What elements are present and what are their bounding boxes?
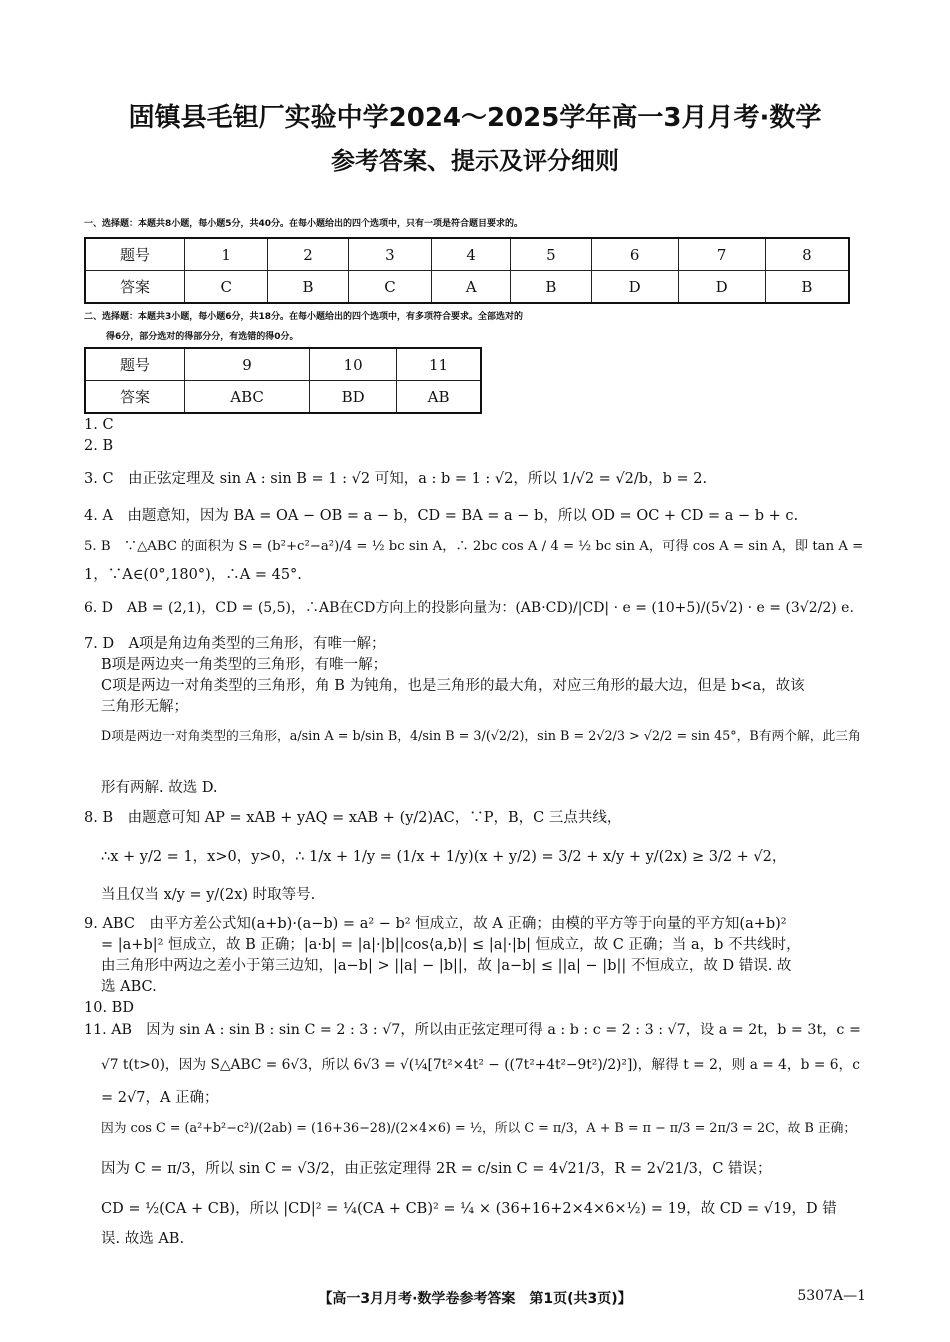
page-footer: 【高一3月月考·数学卷参考答案 第1页(共3页)】 bbox=[318, 1291, 632, 1307]
solution-q11-line2: √7 t(t>0)，因为 S△ABC = 6√3，所以 6√3 = √(¼[7t²×4t² − ((7t²+4t²−9t²)/2)²])，解得 t = 2，则 a = 4，b = 6，c bbox=[101, 1057, 860, 1073]
solution-q7-line3: C项是两边一对角类型的三角形，角 B 为钝角，也是三角形的最大角，对应三角形的最大边，但是 b<a，故该 bbox=[101, 678, 805, 694]
answer-cell: B bbox=[765, 271, 849, 304]
solution-q5-line2: 1，∵A∈(0°,180°)，∴A = 45°. bbox=[84, 567, 302, 583]
answer-cell: ABC bbox=[185, 381, 310, 414]
solution-q7-line1: 7. D A项是角边角类型的三角形，有唯一解； bbox=[84, 636, 386, 652]
answer-cell: A bbox=[432, 271, 511, 304]
section2-heading-line2: 得6分，部分选对的得部分分，有选错的得0分。 bbox=[106, 332, 299, 342]
answer-cell: C bbox=[348, 271, 431, 304]
answer-cell: AB bbox=[397, 381, 481, 414]
table-row bbox=[85, 238, 849, 271]
question-number: 6 bbox=[591, 238, 678, 271]
question-number: 3 bbox=[348, 238, 431, 271]
solution-q4: 4. A 由题意知，因为 BA = OA − OB = a − b，CD = BA = a − b，所以 OD = OC + CD = a − b + c. bbox=[84, 508, 799, 524]
document-title: 固镇县毛钽厂实验中学2024～2025学年高一3月月考·数学 bbox=[128, 103, 822, 133]
solution-q11-line7: 误. 故选 AB. bbox=[101, 1231, 185, 1247]
question-number: 10 bbox=[310, 348, 397, 381]
solution-q8-line1: 8. B 由题意可知 AP = xAB + yAQ = xAB + (y/2)AC，∵P，B，C 三点共线， bbox=[84, 810, 622, 826]
document-code: 5307A—1 bbox=[797, 1288, 866, 1304]
question-number: 1 bbox=[185, 238, 268, 271]
solution-q6: 6. D AB = (2,1)，CD = (5,5)，∴AB在CD方向上的投影向量为：(AB·CD)/|CD| · e = (10+5)/(5√2) · e = (3√2/2) e. bbox=[84, 600, 854, 616]
section2-heading-line1: 二、选择题：本题共3小题，每小题6分，共18分。在每小题给出的四个选项中，有多项符合要求。全部选对的 bbox=[84, 312, 524, 322]
question-number: 7 bbox=[678, 238, 765, 271]
solution-q5-line1: 5. B ∵△ABC 的面积为 S = (b²+c²−a²)/4 = ½ bc sin A，∴ 2bc cos A / 4 = ½ bc sin A，可得 cos A = sin A，即 tan A = bbox=[84, 539, 864, 554]
solution-q9-line2: = |a+b|² 恒成立，故 B 正确；|a·b| = |a|·|b||cos⟨a,b⟩| ≤ |a|·|b| 恒成立，故 C 正确；当 a，b 不共线时， bbox=[101, 937, 801, 953]
solution-q11-line1: 11. AB 因为 sin A : sin B : sin C = 2 : 3 : √7，所以由正弦定理可得 a : b : c = 2 : 3 : √7，设 a = 2t，b = 3t，c = bbox=[84, 1022, 861, 1038]
answer-cell: BD bbox=[310, 381, 397, 414]
answer-cell: B bbox=[511, 271, 591, 304]
solution-q8-line3: 当且仅当 x/y = y/(2x) 时取等号. bbox=[101, 887, 316, 903]
solution-q10: 10. BD bbox=[84, 1000, 134, 1016]
section1-heading: 一、选择题：本题共8小题，每小题5分，共40分。在每小题给出的四个选项中，只有一项是符合题目要求的。 bbox=[84, 219, 524, 229]
solution-q9-line1: 9. ABC 由平方差公式知(a+b)·(a−b) = a² − b² 恒成立，故 A 正确；由模的平方等于向量的平方知(a+b)² bbox=[84, 916, 787, 932]
table-row bbox=[85, 271, 849, 304]
solution-q7-line5: D项是两边一对角类型的三角形，a/sin A = b/sin B，4/sin B = 3/(√2/2)，sin B = 2√2/3 > √2/2 = sin 45°，B有两个解，此三角 bbox=[101, 729, 861, 744]
answer-cell: D bbox=[678, 271, 765, 304]
answer-cell: C bbox=[185, 271, 268, 304]
question-number: 5 bbox=[511, 238, 591, 271]
table-row bbox=[85, 381, 481, 414]
solution-q9-line3: 由三角形中两边之差小于第三边知，|a−b| > ||a| − |b||，故 |a−b| ≤ ||a| − |b|| 不恒成立，故 D 错误. 故 bbox=[101, 958, 792, 974]
solution-q1: 1. C bbox=[84, 417, 114, 433]
question-number: 11 bbox=[397, 348, 481, 381]
row-label-question: 题号 bbox=[85, 348, 185, 381]
solution-q11-line3: = 2√7，A 正确； bbox=[101, 1090, 219, 1106]
question-number: 4 bbox=[432, 238, 511, 271]
solution-q3: 3. C 由正弦定理及 sin A : sin B = 1 : √2 可知，a : b = 1 : √2，所以 1/√2 = √2/b，b = 2. bbox=[84, 471, 708, 487]
solution-q2: 2. B bbox=[84, 438, 114, 454]
row-label-question: 题号 bbox=[85, 238, 185, 271]
solution-q9-line4: 选 ABC. bbox=[101, 979, 157, 995]
row-label-answer: 答案 bbox=[85, 381, 185, 414]
question-number: 9 bbox=[185, 348, 310, 381]
question-number: 2 bbox=[268, 238, 348, 271]
solution-q11-line4: 因为 cos C = (a²+b²−c²)/(2ab) = (16+36−28)/(2×4×6) = ½，所以 C = π/3，A + B = π − π/3 = 2π/3 = 2C，故 B 正确； bbox=[101, 1121, 857, 1136]
solution-q11-line6: CD = ½(CA + CB)，所以 |CD|² = ¼(CA + CB)² = ¼ × (36+16+2×4×6×½) = 19，故 CD = √19，D 错 bbox=[101, 1201, 837, 1217]
solution-q11-line5: 因为 C = π/3，所以 sin C = √3/2，由正弦定理得 2R = c/sin C = 4√21/3，R = 2√21/3，C 错误； bbox=[101, 1161, 772, 1177]
solution-q7-line6: 形有两解. 故选 D. bbox=[101, 780, 218, 796]
section2-answer-table bbox=[84, 347, 482, 414]
solution-q7-line4: 三角形无解； bbox=[101, 699, 188, 715]
question-number: 8 bbox=[765, 238, 849, 271]
answer-cell: D bbox=[591, 271, 678, 304]
table-row bbox=[85, 348, 481, 381]
row-label-answer: 答案 bbox=[85, 271, 185, 304]
section1-answer-table bbox=[84, 237, 850, 304]
document-subtitle: 参考答案、提示及评分细则 bbox=[331, 147, 619, 175]
solution-q8-line2: ∴x + y/2 = 1，x>0，y>0，∴ 1/x + 1/y = (1/x + 1/y)(x + y/2) = 3/2 + x/y + y/(2x) ≥ 3/2 + √2， bbox=[101, 849, 787, 865]
answer-cell: B bbox=[268, 271, 348, 304]
solution-q7-line2: B项是两边夹一角类型的三角形，有唯一解； bbox=[101, 657, 388, 673]
